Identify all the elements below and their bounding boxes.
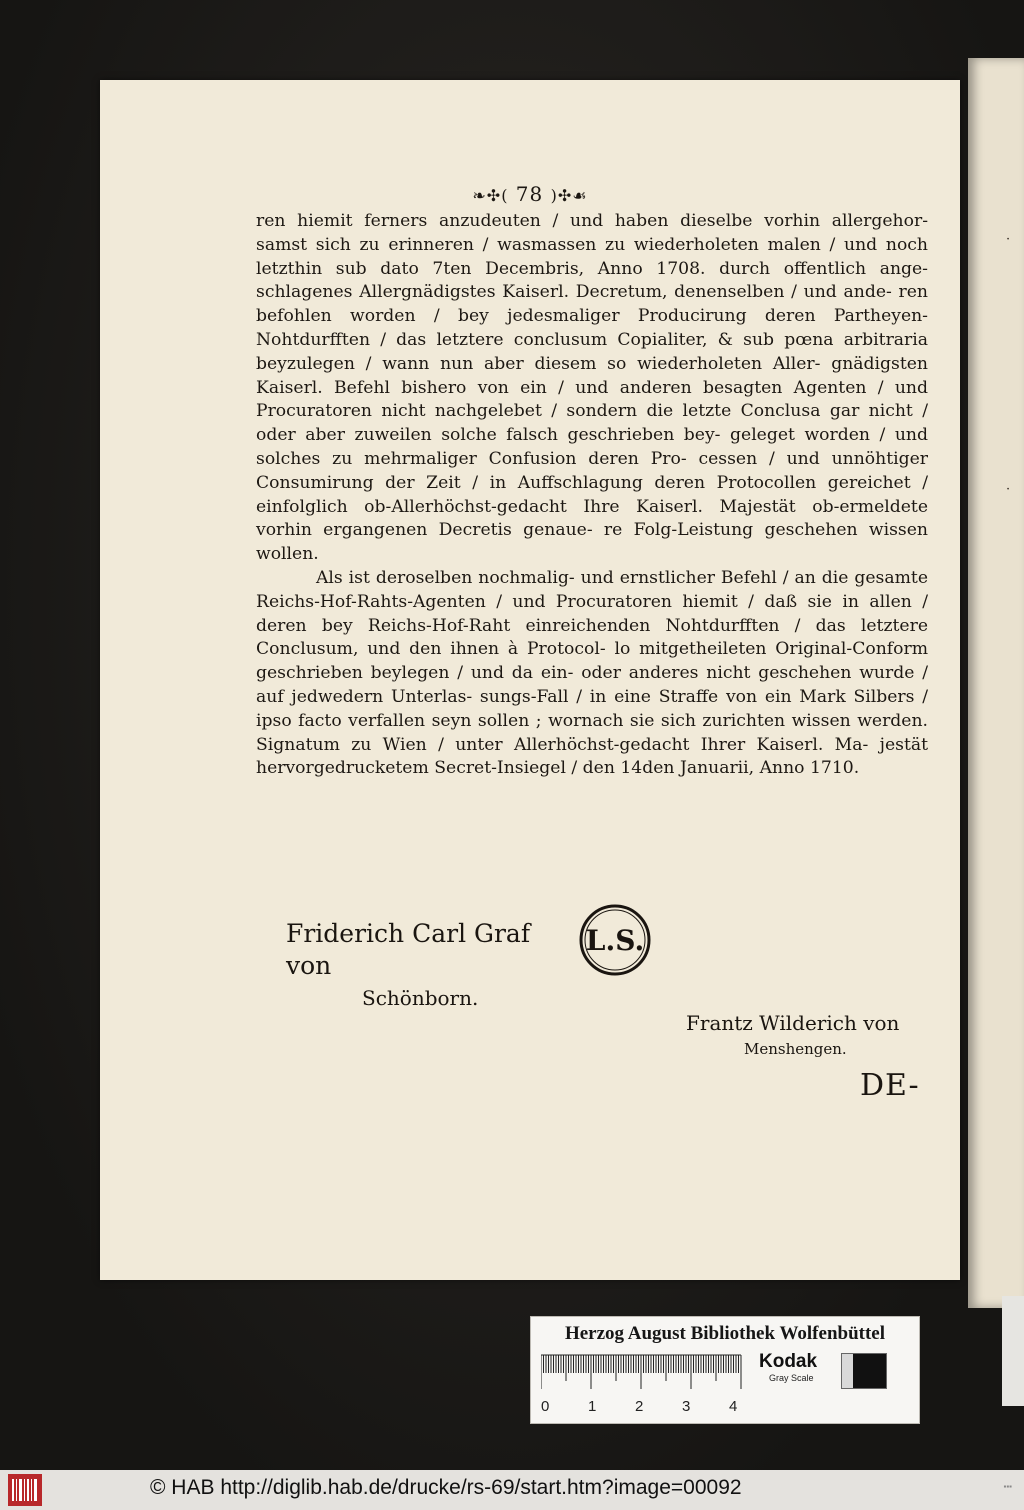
gray-patch (841, 1353, 887, 1389)
copyright-url: © HAB http://diglib.hab.de/drucke/rs-69/start.htm?image=00092 (150, 1476, 742, 1499)
ruler-scale (541, 1353, 751, 1415)
footer-mark: ▪▪▪ (1003, 1482, 1012, 1491)
ruler-label: 3 (682, 1398, 691, 1415)
catchword: DE- (860, 1068, 920, 1103)
paragraph-1: ren hiemit ferners anzudeuten / und haben dieselbe vorhin allergehor- samst sich zu erinneren / wasmassen zu wiederholeten malen / und noch letzthin sub dato 7ten Decembris, Anno 1708. durch offentlich ange- schlagenes Allergnädigstes Kaiserl. Decretum, denenselben / und ande- ren befohlen worden / bey jedesmaliger Producirung deren Partheyen- Nohtdurfften / das letztere conclusum Copialiter, & sub pœna arbitraria beyzulegen / wann nun aber diesem so wiederholeten Aller- gnädigsten Kaiserl. Befehl bishero von ein / und anderen besagten Agenten / und Procuratoren nicht nachgelebet / sondern die letzte Conclusa gar nicht / oder aber zuweilen solche falsch geschrieben bey- geleget worden / und solches zu mehrmaliger Confusion deren Pro- cessen / und unnöhtiger Consumirung der Zeit / in Auffschlagung deren Protocollen gereichet / einfolglich ob-Allerhöchst-gedacht Ihre Kaiserl. Majestät ob-ermeldete vorhin ergangenen Decretis genaue- re Folg-Leistung geschehen wissen wollen. (256, 211, 928, 565)
adjacent-page-edge: · · (968, 58, 1024, 1308)
page-number-header (100, 182, 960, 206)
seal-ls-icon (577, 902, 653, 978)
signature-1-line-2: Schönborn. (362, 986, 479, 1010)
adjacent-scale-card (1002, 1296, 1024, 1406)
signature-1-line-1: Friderich Carl Graf von (286, 919, 531, 980)
signature-schoenborn (286, 918, 576, 1014)
barcode-icon (8, 1474, 42, 1506)
document-page (100, 80, 960, 1280)
left-ornament-icon: ❧✣( (472, 186, 509, 205)
right-ornament-icon: )✣☙ (550, 186, 588, 205)
paragraph-2: Als ist deroselben nochmalig- und ernstlicher Befehl / an die gesamte Reichs-Hof-Rahts-Agenten / und Procuratoren hiemit / daß sie in allen / deren bey Reichs-Hof-Raht einreichenden Nohtdurfften / das letztere Conclusum, und den ihnen à Protocol- lo mitgetheileten Original-Conform geschrieben beylegen / und da ein- oder anderes nicht geschehen wurde / auf jedwedern Unterlas- sungs-Fall / in eine Straffe von ein Mark Silbers / ipso facto verfallen seyn sollen ; wornach sie sich zurichten wissen werden. Signatum zu Wien / unter Allerhöchst-gedacht Ihrer Kaiserl. Ma- jestät hervorgedrucketem Secret-Insiegel / den 14den Januarii, Anno 1710. (256, 567, 928, 779)
gray-scale-label: Gray Scale (769, 1373, 814, 1383)
ruler-label: 4 (729, 1398, 738, 1415)
ruler-label: 2 (635, 1398, 644, 1415)
page-number: 78 (515, 182, 544, 206)
color-scale-card (530, 1316, 920, 1424)
signature-2-line-1: Frantz Wilderich von (686, 1011, 900, 1035)
footer-bar (0, 1470, 1024, 1510)
kodak-brand: Kodak (759, 1351, 818, 1372)
signature-menshengen (686, 1010, 916, 1062)
ruler-label: 0 (541, 1398, 550, 1415)
scale-card-title: Herzog August Bibliothek Wolfenbüttel (564, 1323, 886, 1344)
seal-text: L.S. (585, 924, 645, 957)
signature-2-line-2: Menshengen. (744, 1040, 847, 1058)
body-text (256, 210, 928, 781)
ruler-label: 1 (588, 1398, 597, 1415)
